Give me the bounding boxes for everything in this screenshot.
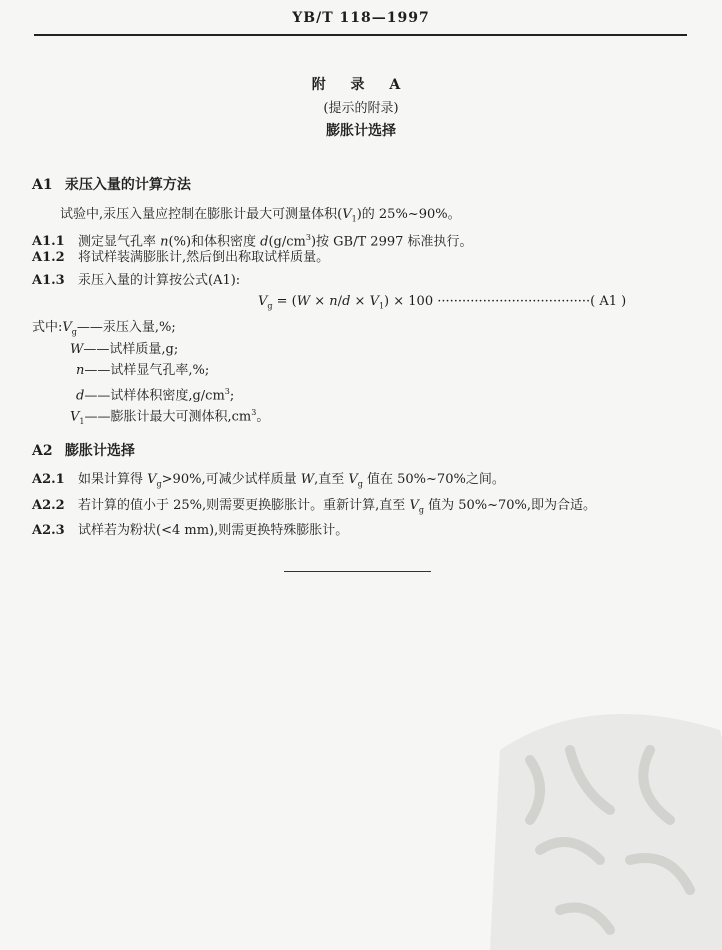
clause-var: d — [260, 234, 269, 250]
clause-text: (%)和体积密度 — [168, 234, 261, 250]
clause-number: A2.3 — [32, 523, 65, 538]
clause-var: V — [409, 498, 419, 513]
clause-var: V — [147, 472, 157, 487]
formula-sub: 1 — [378, 301, 385, 311]
clause-text: 值在 50%~70%之间。 — [362, 472, 505, 487]
formula-text: / — [337, 294, 343, 309]
clause-var: n — [160, 234, 169, 250]
clause-text: )按 GB/T 2997 标准执行。 — [310, 234, 473, 250]
formula-symbol: n — [329, 294, 338, 309]
clause-a1-1 — [32, 230, 473, 250]
clause-text: ,直至 — [314, 472, 349, 487]
clause-a2-3 — [32, 523, 348, 539]
definition-row — [70, 342, 178, 358]
clause-text: 汞压入量的计算按公式(A1): — [78, 273, 241, 288]
clause-var: W — [300, 472, 315, 487]
definition-text: ——试样质量,g; — [83, 342, 179, 357]
where-label: 式中: — [32, 320, 63, 335]
clause-number: A2.1 — [32, 472, 65, 487]
a1-intro-paragraph — [60, 207, 461, 228]
formula-text: × — [350, 294, 370, 309]
definition-text: ——试样体积密度,g/cm — [84, 388, 225, 404]
formula-text: ) × 100 — [384, 294, 438, 309]
appendix-subtitle: (提示的附录) — [323, 101, 399, 116]
formula-symbol: d — [342, 294, 351, 309]
clause-text: (g/cm — [268, 234, 306, 250]
clause-a2-2 — [32, 498, 596, 519]
section-title: 膨胀计选择 — [64, 443, 135, 459]
formula-label: ( A1 ) — [590, 294, 627, 309]
section-number: A1 — [32, 177, 53, 193]
formula-symbol: W — [296, 294, 311, 309]
definition-end: ; — [229, 388, 235, 404]
definition-symbol: V — [62, 320, 72, 335]
clause-a2-1 — [32, 472, 505, 493]
formula-symbol: V — [369, 294, 379, 309]
clause-a1-2 — [32, 250, 329, 266]
clause-sub: g — [156, 479, 162, 489]
formula-a1 — [258, 294, 626, 311]
clause-var: V — [348, 472, 358, 487]
definition-text: ——汞压入量,%; — [76, 320, 176, 335]
clause-sub: g — [357, 479, 363, 489]
definition-text: ——试样显气孔率,%; — [84, 363, 210, 378]
seal-watermark-icon — [470, 690, 722, 950]
clause-text: 将试样装满膨胀计,然后倒出称取试样质量。 — [78, 250, 330, 265]
definition-sup: 3 — [251, 408, 257, 417]
section-a2-heading — [32, 440, 135, 460]
appendix-title: 附 录 A — [311, 77, 411, 93]
clause-text: 值为 50%~70%,即为合适。 — [423, 498, 597, 513]
definition-symbol: n — [76, 363, 85, 378]
clause-number: A2.2 — [32, 498, 65, 513]
clause-sub: g — [418, 505, 424, 515]
intro-var: V — [342, 207, 352, 222]
definition-symbol: W — [70, 342, 84, 357]
clause-text: 试样若为粉状(<4 mm),则需更换特殊膨胀计。 — [78, 523, 349, 538]
formula-text: × — [310, 294, 330, 309]
definition-row — [32, 320, 176, 341]
formula-leader-dots: ····································· — [437, 294, 591, 309]
appendix-name: 膨胀计选择 — [326, 123, 396, 139]
definition-sub: g — [71, 327, 77, 337]
end-rule — [284, 571, 431, 572]
clause-number: A1.1 — [32, 234, 65, 250]
definition-symbol: d — [76, 388, 85, 404]
definition-row — [70, 405, 269, 430]
intro-text: 试验中,汞压入量应控制在膨胀计最大可测量体积( — [60, 207, 343, 222]
clause-text: 如果计算得 — [78, 472, 148, 487]
section-title: 汞压入量的计算方法 — [64, 177, 191, 193]
standard-code-header: YB/T 118—1997 — [292, 10, 430, 26]
header-rule — [34, 34, 687, 36]
clause-text: >90%,可减少试样质量 — [161, 472, 301, 487]
clause-text: 若计算的值小于 25%,则需要更换膨胀计。重新计算,直至 — [78, 498, 410, 513]
intro-text-end: )的 25%~90%。 — [356, 207, 461, 222]
clause-text: 测定显气孔率 — [78, 234, 161, 250]
definition-symbol: V — [70, 409, 80, 425]
definition-sub: 1 — [79, 416, 85, 426]
definition-sup: 3 — [224, 387, 230, 396]
section-a1-heading — [32, 174, 191, 194]
formula-sub: g — [267, 301, 273, 311]
formula-symbol: V — [258, 294, 268, 309]
formula-text: = ( — [272, 294, 297, 309]
definition-row — [76, 384, 234, 404]
definition-row — [76, 363, 209, 379]
intro-sub: 1 — [351, 214, 357, 224]
definition-end: 。 — [256, 409, 270, 425]
section-number: A2 — [32, 443, 53, 459]
clause-number: A1.3 — [32, 273, 65, 288]
definition-text: ——膨胀计最大可测体积,cm — [84, 409, 252, 425]
clause-a1-3 — [32, 273, 240, 289]
clause-number: A1.2 — [32, 250, 65, 265]
clause-sup: 3 — [305, 233, 311, 242]
